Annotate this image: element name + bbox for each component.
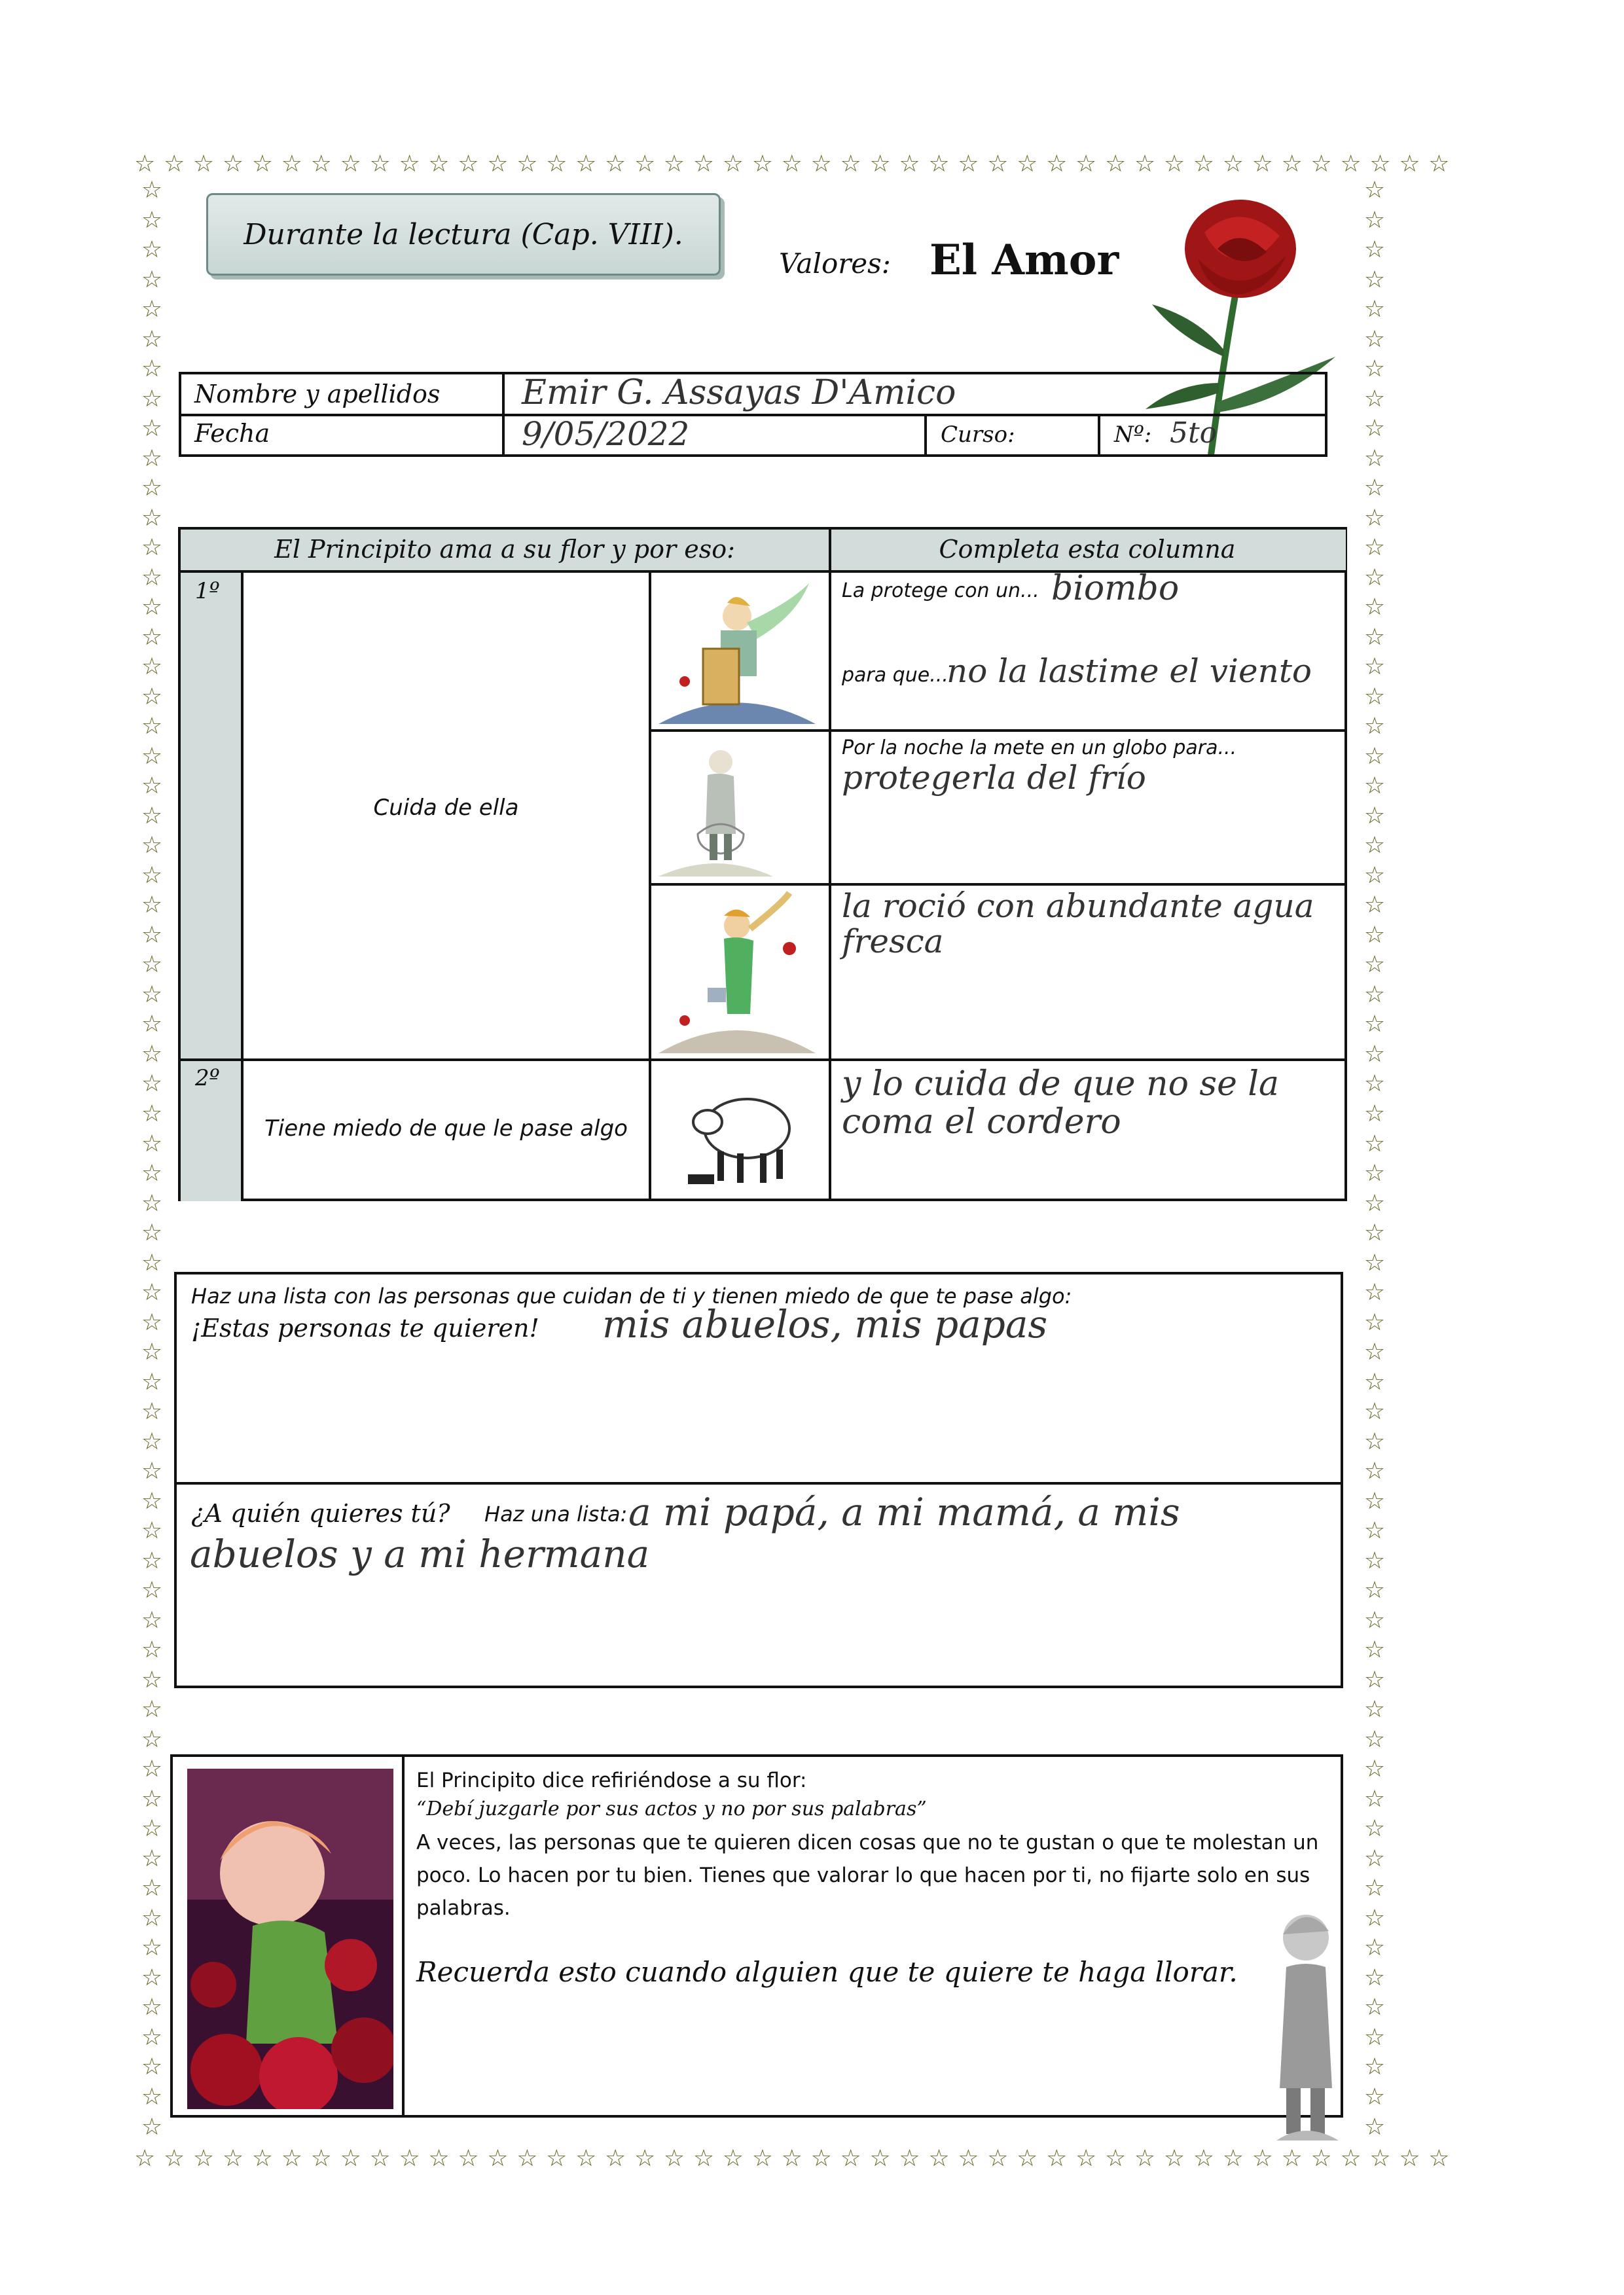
star-icon: ☆ — [958, 2144, 979, 2172]
star-icon: ☆ — [141, 772, 163, 800]
star-icon: ☆ — [141, 1249, 163, 1276]
star-icon: ☆ — [1363, 2084, 1386, 2110]
star-icon: ☆ — [605, 2144, 626, 2172]
quote-text: “Debí juzgarle por sus actos y no por sus palabras” — [416, 1798, 927, 1820]
star-icon: ☆ — [458, 2144, 479, 2172]
star-icon: ☆ — [141, 623, 163, 651]
star-icon: ☆ — [1363, 1309, 1386, 1336]
star-icon: ☆ — [1363, 1577, 1386, 1604]
star-icon: ☆ — [141, 206, 163, 234]
little-prince-globe-icon — [659, 736, 773, 876]
row2-number: 2º — [195, 1065, 220, 1091]
star-icon: ☆ — [1363, 981, 1386, 1008]
star-icon: ☆ — [1363, 1040, 1386, 1068]
star-icon: ☆ — [192, 2144, 215, 2172]
star-icon: ☆ — [1369, 2144, 1391, 2172]
star-icon: ☆ — [1363, 206, 1386, 234]
star-icon: ☆ — [1363, 1547, 1386, 1574]
star-icon: ☆ — [141, 1994, 163, 2021]
star-icon: ☆ — [487, 150, 509, 177]
star-icon: ☆ — [1363, 385, 1386, 412]
star-icon: ☆ — [141, 1339, 163, 1366]
star-icon: ☆ — [1104, 150, 1127, 177]
star-icon: ☆ — [1363, 832, 1386, 859]
star-icon: ☆ — [141, 1756, 163, 1783]
star-icon: ☆ — [1363, 892, 1386, 919]
worksheet-title: Durante la lectura (Cap. VIII). — [206, 193, 721, 276]
star-icon: ☆ — [141, 1547, 163, 1574]
star-border-left — [135, 177, 168, 2141]
star-icon: ☆ — [840, 2144, 861, 2172]
star-icon: ☆ — [1363, 2113, 1386, 2141]
star-icon: ☆ — [340, 150, 361, 177]
star-icon: ☆ — [141, 802, 163, 829]
star-icon: ☆ — [1428, 2144, 1450, 2172]
star-icon: ☆ — [1363, 1726, 1386, 1753]
star-icon: ☆ — [810, 2144, 832, 2172]
star-icon: ☆ — [369, 2144, 391, 2172]
star-icon: ☆ — [487, 2144, 509, 2172]
star-icon: ☆ — [141, 594, 163, 621]
star-icon: ☆ — [1363, 1845, 1386, 1872]
star-icon: ☆ — [1363, 1339, 1386, 1366]
list2-question: ¿A quién quieres tú? — [191, 1499, 450, 1528]
row1a-prompt: La protege con un... — [842, 579, 1039, 602]
star-border-bottom — [134, 2142, 1450, 2175]
star-icon: ☆ — [141, 1160, 163, 1187]
star-icon: ☆ — [1163, 150, 1185, 177]
star-icon: ☆ — [1340, 150, 1362, 177]
little-prince-watering-icon — [659, 890, 816, 1053]
star-icon: ☆ — [141, 683, 163, 710]
star-icon: ☆ — [1046, 150, 1068, 177]
star-icon: ☆ — [1163, 2144, 1185, 2172]
date-field[interactable]: 9/05/2022 — [522, 415, 690, 453]
star-icon: ☆ — [141, 1130, 163, 1157]
star-icon: ☆ — [1363, 1011, 1386, 1038]
star-icon: ☆ — [1363, 1220, 1386, 1247]
star-icon: ☆ — [1281, 2144, 1303, 2172]
list2-instruction: Haz una lista: — [484, 1502, 628, 1527]
star-icon: ☆ — [141, 832, 163, 859]
star-icon: ☆ — [141, 1726, 163, 1753]
valores-label: Valores: — [779, 247, 891, 280]
star-icon: ☆ — [141, 2053, 163, 2081]
valor-value: El Amor — [929, 236, 1119, 285]
star-icon: ☆ — [141, 1577, 163, 1604]
star-icon: ☆ — [1363, 1189, 1386, 1217]
list1-instruction: Haz una lista con las personas que cuidan de ti y tienen miedo de que te pase algo: — [191, 1284, 1072, 1309]
star-icon: ☆ — [1363, 177, 1386, 204]
star-icon: ☆ — [141, 1220, 163, 1247]
course-label: Curso: — [941, 422, 1015, 448]
star-icon: ☆ — [1363, 921, 1386, 949]
star-icon: ☆ — [1363, 951, 1386, 979]
row1a-prompt2: para que... — [842, 664, 948, 687]
star-icon: ☆ — [1017, 150, 1038, 177]
star-icon: ☆ — [141, 653, 163, 681]
star-icon: ☆ — [869, 2144, 891, 2172]
star-icon: ☆ — [1340, 2144, 1362, 2172]
star-icon: ☆ — [141, 1487, 163, 1515]
star-icon: ☆ — [141, 534, 163, 562]
star-icon: ☆ — [1017, 2144, 1038, 2172]
star-icon: ☆ — [141, 1070, 163, 1098]
star-icon: ☆ — [141, 921, 163, 949]
star-icon: ☆ — [1363, 1100, 1386, 1127]
star-icon: ☆ — [192, 150, 215, 177]
star-icon: ☆ — [1363, 534, 1386, 562]
col1-header: El Principito ama a su flor y por eso: — [274, 535, 735, 564]
star-icon: ☆ — [1363, 1487, 1386, 1515]
star-icon: ☆ — [141, 1428, 163, 1455]
star-icon: ☆ — [516, 150, 538, 177]
star-icon: ☆ — [1363, 1160, 1386, 1187]
star-icon: ☆ — [141, 1458, 163, 1485]
star-icon: ☆ — [141, 1279, 163, 1307]
star-icon: ☆ — [575, 2144, 597, 2172]
star-icon: ☆ — [1363, 1368, 1386, 1396]
star-icon: ☆ — [1363, 1279, 1386, 1307]
star-icon: ☆ — [141, 981, 163, 1008]
star-icon: ☆ — [141, 475, 163, 502]
who-do-you-love-box — [174, 1482, 1343, 1688]
star-icon: ☆ — [1046, 2144, 1068, 2172]
star-icon: ☆ — [134, 2144, 156, 2172]
star-icon: ☆ — [310, 150, 332, 177]
star-icon: ☆ — [1363, 1070, 1386, 1098]
star-icon: ☆ — [663, 150, 685, 177]
star-icon: ☆ — [1363, 1517, 1386, 1545]
star-icon: ☆ — [899, 2144, 920, 2172]
star-icon: ☆ — [546, 2144, 568, 2172]
star-icon: ☆ — [1363, 325, 1386, 353]
star-icon: ☆ — [141, 1606, 163, 1634]
star-icon: ☆ — [141, 1875, 163, 1902]
date-label: Fecha — [194, 419, 270, 448]
star-icon: ☆ — [141, 1696, 163, 1724]
star-icon: ☆ — [399, 150, 420, 177]
star-icon: ☆ — [1363, 653, 1386, 681]
quote-intro: El Principito dice refiriéndose a su flor: — [416, 1769, 807, 1792]
student-info-table — [179, 372, 1327, 457]
star-icon: ☆ — [141, 1517, 163, 1545]
row1-number: 1º — [195, 578, 220, 604]
star-icon: ☆ — [1363, 742, 1386, 770]
star-icon: ☆ — [141, 1309, 163, 1336]
star-icon: ☆ — [141, 1904, 163, 1932]
star-icon: ☆ — [1363, 415, 1386, 443]
star-icon: ☆ — [1363, 1964, 1386, 1991]
star-icon: ☆ — [1363, 1994, 1386, 2021]
star-icon: ☆ — [1363, 1606, 1386, 1634]
star-icon: ☆ — [987, 2144, 1009, 2172]
star-icon: ☆ — [575, 150, 597, 177]
row1b-prompt: Por la noche la mete en un globo para... — [842, 736, 1237, 759]
star-icon: ☆ — [634, 150, 656, 177]
star-icon: ☆ — [141, 1845, 163, 1872]
star-icon: ☆ — [141, 1785, 163, 1813]
star-border-top — [134, 147, 1450, 180]
star-icon: ☆ — [1363, 1428, 1386, 1455]
people-who-care-box — [174, 1272, 1343, 1485]
star-icon: ☆ — [1075, 150, 1097, 177]
star-icon: ☆ — [141, 1189, 163, 1217]
star-icon: ☆ — [722, 2144, 744, 2172]
star-icon: ☆ — [1363, 355, 1386, 383]
star-icon: ☆ — [1363, 1756, 1386, 1783]
star-icon: ☆ — [1222, 150, 1244, 177]
star-icon: ☆ — [1310, 2144, 1332, 2172]
star-icon: ☆ — [987, 150, 1009, 177]
star-icon: ☆ — [516, 2144, 538, 2172]
star-icon: ☆ — [428, 150, 450, 177]
star-icon: ☆ — [141, 742, 163, 770]
star-icon: ☆ — [634, 2144, 656, 2172]
star-icon: ☆ — [141, 713, 163, 740]
star-icon: ☆ — [1193, 2144, 1215, 2172]
star-icon: ☆ — [751, 2144, 773, 2172]
star-icon: ☆ — [751, 150, 773, 177]
star-icon: ☆ — [141, 266, 163, 293]
star-icon: ☆ — [1363, 236, 1386, 264]
star-icon: ☆ — [899, 150, 920, 177]
star-icon: ☆ — [458, 150, 479, 177]
star-icon: ☆ — [1363, 1785, 1386, 1813]
star-icon: ☆ — [663, 2144, 685, 2172]
star-icon: ☆ — [1363, 1666, 1386, 1693]
star-icon: ☆ — [141, 415, 163, 443]
star-icon: ☆ — [1363, 1458, 1386, 1485]
star-icon: ☆ — [141, 861, 163, 889]
row1c-answer[interactable]: la roció con abundante agua fresca — [842, 887, 1314, 960]
star-icon: ☆ — [1193, 150, 1215, 177]
list1-subtitle: ¡Estas personas te quieren! — [191, 1314, 539, 1343]
star-icon: ☆ — [1363, 772, 1386, 800]
star-icon: ☆ — [722, 150, 744, 177]
star-icon: ☆ — [1363, 1875, 1386, 1902]
star-icon: ☆ — [281, 150, 302, 177]
star-icon: ☆ — [869, 150, 891, 177]
star-icon: ☆ — [928, 150, 950, 177]
star-icon: ☆ — [1252, 150, 1273, 177]
star-border-right — [1358, 177, 1391, 2141]
row1b-answer[interactable]: protegerla del frío — [842, 759, 1146, 797]
star-icon: ☆ — [1363, 1130, 1386, 1157]
star-icon: ☆ — [141, 296, 163, 323]
star-icon: ☆ — [163, 150, 185, 177]
star-icon: ☆ — [1134, 2144, 1156, 2172]
star-icon: ☆ — [1104, 2144, 1127, 2172]
star-icon: ☆ — [141, 444, 163, 472]
star-icon: ☆ — [1363, 1636, 1386, 1664]
star-icon: ☆ — [251, 2144, 274, 2172]
star-icon: ☆ — [281, 2144, 302, 2172]
star-icon: ☆ — [1363, 1904, 1386, 1932]
little-prince-figure-icon — [1263, 1905, 1348, 2141]
star-icon: ☆ — [141, 1100, 163, 1127]
star-icon: ☆ — [141, 1636, 163, 1664]
star-icon: ☆ — [141, 325, 163, 353]
star-icon: ☆ — [141, 951, 163, 979]
sheep-icon — [685, 1076, 799, 1191]
star-icon: ☆ — [340, 2144, 361, 2172]
star-icon: ☆ — [1363, 296, 1386, 323]
star-icon: ☆ — [1363, 2023, 1386, 2051]
col2-header: Completa esta columna — [939, 535, 1236, 564]
star-icon: ☆ — [141, 504, 163, 532]
star-icon: ☆ — [1363, 504, 1386, 532]
star-icon: ☆ — [1399, 2144, 1420, 2172]
star-icon: ☆ — [1075, 2144, 1097, 2172]
star-icon: ☆ — [605, 150, 626, 177]
star-icon: ☆ — [546, 150, 568, 177]
star-icon: ☆ — [693, 2144, 715, 2172]
row2-answer[interactable]: y lo cuida de que no se la coma el cordero — [842, 1064, 1280, 1142]
number-label: Nº: — [1114, 422, 1152, 448]
row1-label: Cuida de ella — [373, 795, 519, 821]
star-icon: ☆ — [1252, 2144, 1273, 2172]
star-icon: ☆ — [1363, 594, 1386, 621]
star-icon: ☆ — [428, 2144, 450, 2172]
star-icon: ☆ — [1363, 564, 1386, 591]
star-icon: ☆ — [1363, 1398, 1386, 1426]
name-field[interactable]: Emir G. Assayas D'Amico — [522, 373, 956, 412]
star-icon: ☆ — [141, 385, 163, 412]
star-icon: ☆ — [810, 150, 832, 177]
star-icon: ☆ — [1363, 713, 1386, 740]
star-icon: ☆ — [141, 1815, 163, 1843]
star-icon: ☆ — [693, 150, 715, 177]
star-icon: ☆ — [141, 1011, 163, 1038]
star-icon: ☆ — [141, 564, 163, 591]
row1a-answer2[interactable]: no la lastime el viento — [947, 652, 1312, 690]
star-icon: ☆ — [1363, 623, 1386, 651]
star-icon: ☆ — [134, 150, 156, 177]
star-icon: ☆ — [928, 2144, 950, 2172]
quote-reminder: Recuerda esto cuando alguien que te quiere te haga llorar. — [416, 1956, 1238, 1988]
star-icon: ☆ — [1363, 1249, 1386, 1276]
list1-answer[interactable]: mis abuelos, mis papas — [602, 1302, 1048, 1346]
star-icon: ☆ — [1310, 150, 1332, 177]
star-icon: ☆ — [1363, 1815, 1386, 1843]
star-icon: ☆ — [163, 2144, 185, 2172]
star-icon: ☆ — [222, 2144, 244, 2172]
star-icon: ☆ — [141, 2113, 163, 2141]
star-icon: ☆ — [141, 177, 163, 204]
star-icon: ☆ — [141, 1398, 163, 1426]
quote-paragraph: A veces, las personas que te quieren dicen cosas que no te gustan o que te molestan un poco. Lo hacen por tu bien. Tienes que valorar lo que hacen por ti, no fijarte solo en sus palabras. — [416, 1831, 1319, 1920]
list2-answer-line2[interactable]: abuelos y a mi hermana — [190, 1532, 650, 1576]
prince-rose-illustration — [187, 1769, 393, 2109]
star-icon: ☆ — [141, 1934, 163, 1962]
star-icon: ☆ — [141, 892, 163, 919]
star-icon: ☆ — [1363, 475, 1386, 502]
star-icon: ☆ — [1363, 1696, 1386, 1724]
name-label: Nombre y apellidos — [194, 380, 441, 408]
list2-answer-line1[interactable]: a mi papá, a mi mamá, a mis — [628, 1490, 1180, 1534]
star-icon: ☆ — [781, 2144, 803, 2172]
star-icon: ☆ — [1363, 2053, 1386, 2081]
star-icon: ☆ — [1428, 150, 1450, 177]
star-icon: ☆ — [1399, 150, 1420, 177]
star-icon: ☆ — [1363, 802, 1386, 829]
number-field[interactable]: 5to — [1170, 416, 1218, 450]
little-prince-screen-icon — [659, 577, 816, 724]
star-icon: ☆ — [141, 2023, 163, 2051]
star-icon: ☆ — [958, 150, 979, 177]
star-icon: ☆ — [141, 355, 163, 383]
row1a-answer[interactable]: biombo — [1051, 569, 1180, 608]
star-icon: ☆ — [310, 2144, 332, 2172]
star-icon: ☆ — [141, 1368, 163, 1396]
star-icon: ☆ — [781, 150, 803, 177]
star-icon: ☆ — [141, 1964, 163, 1991]
star-icon: ☆ — [1222, 2144, 1244, 2172]
star-icon: ☆ — [840, 150, 861, 177]
quote-box — [170, 1754, 1343, 2118]
star-icon: ☆ — [251, 150, 274, 177]
star-icon: ☆ — [1369, 150, 1391, 177]
activity-table — [178, 527, 1347, 1201]
star-icon: ☆ — [1363, 444, 1386, 472]
star-icon: ☆ — [369, 150, 391, 177]
star-icon: ☆ — [141, 1040, 163, 1068]
star-icon: ☆ — [141, 236, 163, 264]
star-icon: ☆ — [222, 150, 244, 177]
row2-label: Tiene miedo de que le pase algo — [264, 1115, 628, 1142]
star-icon: ☆ — [399, 2144, 420, 2172]
star-icon: ☆ — [141, 1666, 163, 1693]
star-icon: ☆ — [1134, 150, 1156, 177]
star-icon: ☆ — [1363, 861, 1386, 889]
star-icon: ☆ — [1363, 266, 1386, 293]
star-icon: ☆ — [1363, 1934, 1386, 1962]
star-icon: ☆ — [141, 2084, 163, 2110]
star-icon: ☆ — [1363, 683, 1386, 710]
star-icon: ☆ — [1281, 150, 1303, 177]
